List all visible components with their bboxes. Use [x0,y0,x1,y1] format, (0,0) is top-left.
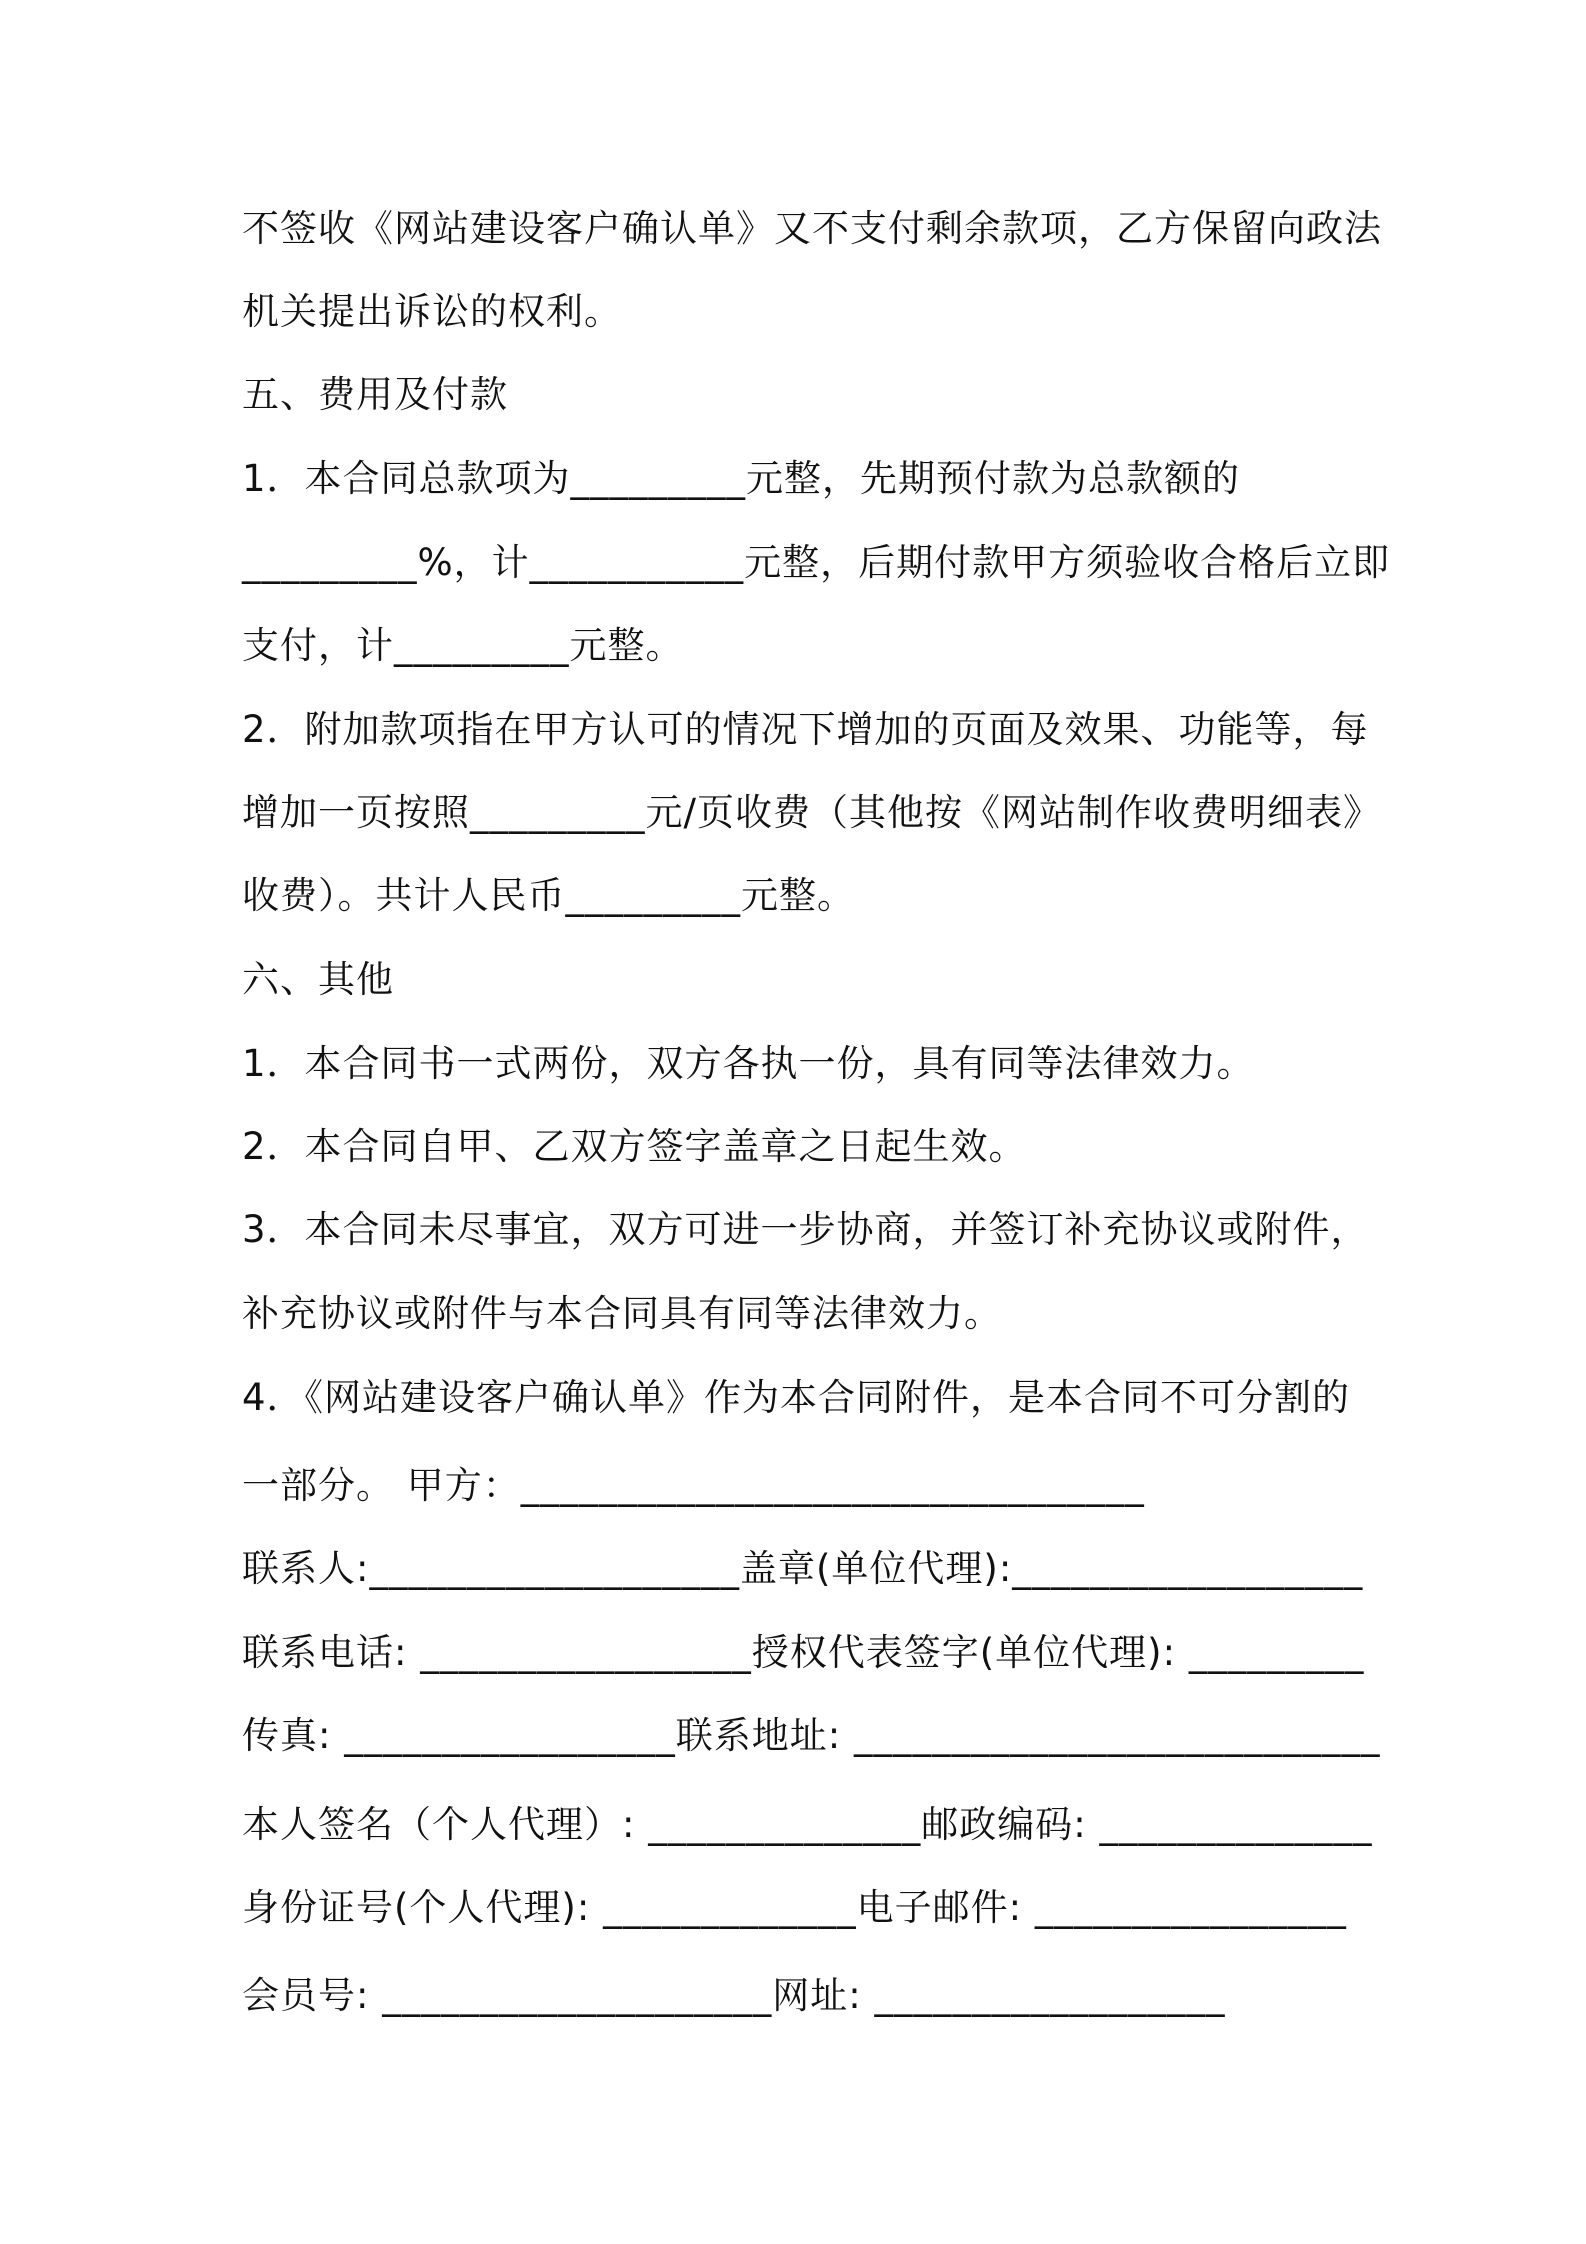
text-line: 1．本合同总款项为_________元整，先期预付款为总款额的 [242,457,1241,500]
text-line: 机关提出诉讼的权利。 [242,290,622,333]
signature-line-contact: 联系人:___________________盖章(单位代理):__________________ [242,1547,1364,1590]
signature-line-phone: 联系电话: _________________授权代表签字(单位代理): _________ [242,1631,1365,1674]
signature-line-party-a: 一部分。 甲方：________________________________ [242,1464,1145,1507]
text-line: 收费）。共计人民币_________元整。 [242,874,855,917]
text-line: _________%，计___________元整，后期付款甲方须验收合格后立即 [242,541,1391,584]
text-line: 补充协议或附件与本合同具有同等法律效力。 [242,1292,1002,1335]
signature-line-member: 会员号: ____________________网址: __________________ [242,1974,1226,2017]
text-line: 4．《网站建设客户确认单》作为本合同附件，是本合同不可分割的 [242,1376,1351,1419]
text-line: 增加一页按照_________元/页收费（其他按《网站制作收费明细表》 [242,791,1381,834]
signature-line-id: 身份证号(个人代理): _____________电子邮件: ________________ [242,1886,1347,1929]
text-line: 2．附加款项指在甲方认可的情况下增加的页面及效果、功能等，每 [242,708,1369,751]
section-heading-other: 六、其他 [242,958,394,1001]
text-line: 1．本合同书一式两份，双方各执一份，具有同等法律效力。 [242,1042,1255,1085]
section-heading-fees: 五、费用及付款 [242,373,508,416]
text-line: 2．本合同自甲、乙双方签字盖章之日起生效。 [242,1125,1027,1168]
signature-line-fax: 传真: _________________联系地址: ___________________________ [242,1714,1381,1757]
text-line: 3．本合同未尽事宜，双方可进一步协商，并签订补充协议或附件， [242,1208,1369,1251]
text-line: 支付，计_________元整。 [242,624,684,667]
text-line: 不签收《网站建设客户确认单》又不支付剩余款项，乙方保留向政法 [242,207,1382,250]
signature-line-personal: 本人签名（个人代理）: ______________邮政编码: ______________ [242,1803,1373,1846]
